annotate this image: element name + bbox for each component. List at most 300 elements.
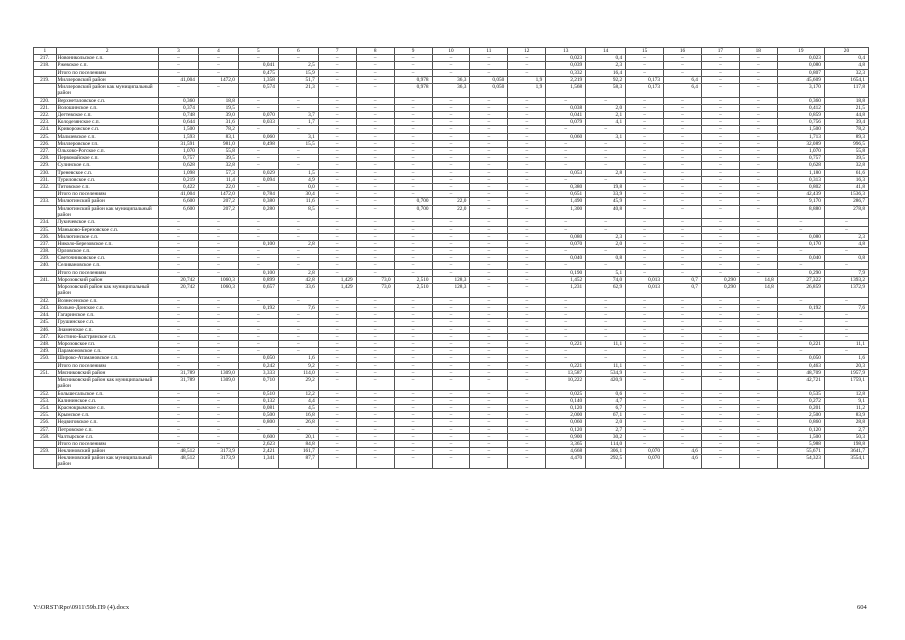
settlement-name: Итого по поселениям — [56, 191, 158, 198]
table-cell: – — [626, 97, 664, 104]
table-cell: – — [664, 155, 702, 162]
header-cell: 6 — [278, 48, 318, 55]
table-cell: 9,2 — [278, 362, 318, 369]
table-cell: – — [546, 155, 586, 162]
settlement-name: Верхнеталовское с.п. — [56, 97, 158, 104]
table-cell: – — [198, 262, 238, 269]
table-cell: 3173,9 — [198, 448, 238, 455]
table-cell: – — [198, 405, 238, 412]
table-cell: – — [546, 348, 586, 355]
table-cell: – — [664, 262, 702, 269]
table-cell: 20,3 — [824, 362, 868, 369]
table-cell: – — [278, 326, 318, 333]
table-cell: 0,628 — [158, 162, 198, 169]
table-cell: 0,280 — [238, 205, 278, 219]
table-cell: – — [356, 448, 394, 455]
table-cell: 0,978 — [394, 76, 432, 83]
table-cell: – — [432, 348, 470, 355]
row-number: 227. — [34, 148, 57, 155]
table-cell: – — [356, 219, 394, 226]
table-cell: – — [432, 69, 470, 76]
table-cell: – — [198, 312, 238, 319]
table-cell: 1,490 — [546, 198, 586, 205]
table-cell: – — [278, 226, 318, 233]
table-cell: – — [470, 397, 508, 404]
table-cell: – — [432, 162, 470, 169]
table-cell: – — [394, 369, 432, 376]
table-cell: 3,1 — [278, 133, 318, 140]
row-number: 249. — [34, 348, 57, 355]
table-cell: – — [158, 362, 198, 369]
table-cell: – — [158, 240, 198, 247]
table-cell: – — [739, 126, 777, 133]
table-cell: – — [318, 376, 356, 390]
row-number: 255. — [34, 412, 57, 419]
table-cell: – — [664, 126, 702, 133]
row-number: 223. — [34, 119, 57, 126]
table-cell: – — [664, 191, 702, 198]
table-row — [34, 390, 869, 397]
table-cell: – — [508, 397, 546, 404]
table-row — [34, 219, 869, 226]
table-cell: 33,9 — [586, 191, 626, 198]
table-cell: – — [739, 148, 777, 155]
table-row — [34, 55, 869, 62]
table-cell: 0,510 — [238, 390, 278, 397]
table-cell: – — [508, 140, 546, 147]
table-cell: 1,231 — [546, 284, 586, 298]
table-cell: – — [318, 362, 356, 369]
header-cell: 5 — [238, 48, 278, 55]
table-cell: – — [546, 326, 586, 333]
table-cell: 0,038 — [546, 104, 586, 111]
table-cell: 22,0 — [432, 198, 470, 205]
table-cell: 0,221 — [777, 340, 824, 347]
table-cell: 20,742 — [158, 276, 198, 283]
table-cell: 1,7 — [278, 119, 318, 126]
table-cell: 0,535 — [777, 390, 824, 397]
settlement-name: Мясниковский район — [56, 369, 158, 376]
table-cell: – — [701, 198, 739, 205]
table-cell: 7,9 — [824, 269, 868, 276]
header-row — [34, 48, 869, 55]
table-cell: 33,6 — [278, 284, 318, 298]
table-cell: – — [701, 269, 739, 276]
settlement-name: Туриловское с.п. — [56, 176, 158, 183]
table-cell: – — [626, 426, 664, 433]
table-cell: – — [356, 148, 394, 155]
table-cell: – — [470, 441, 508, 448]
table-cell: 16,8 — [278, 412, 318, 419]
table-cell: – — [664, 319, 702, 326]
table-cell: – — [394, 333, 432, 340]
table-cell: 11,2 — [824, 405, 868, 412]
table-cell: – — [394, 133, 432, 140]
settlement-name: Ржевское с.п. — [56, 62, 158, 69]
table-cell: 74,0 — [586, 276, 626, 283]
table-cell: – — [198, 390, 238, 397]
table-cell: 0,574 — [238, 83, 278, 97]
table-cell: 286,7 — [824, 198, 868, 205]
table-cell: – — [626, 369, 664, 376]
settlement-name: Морозовский район как муниципальный район — [56, 284, 158, 298]
table-cell: 128,3 — [432, 276, 470, 283]
table-cell: – — [356, 340, 394, 347]
table-cell: – — [158, 226, 198, 233]
table-cell: 32,8 — [824, 162, 868, 169]
table-cell: – — [777, 248, 824, 255]
table-cell: 0,644 — [158, 119, 198, 126]
table-cell: 1,500 — [158, 126, 198, 133]
table-cell: – — [356, 455, 394, 469]
table-cell: 3,365 — [546, 441, 586, 448]
table-row — [34, 198, 869, 205]
table-cell: – — [701, 405, 739, 412]
header-cell: 13 — [546, 48, 586, 55]
row-number: 257. — [34, 426, 57, 433]
table-cell: – — [318, 448, 356, 455]
table-cell: 27,322 — [777, 276, 824, 283]
table-cell: 67,1 — [586, 412, 626, 419]
table-cell: 207,2 — [198, 205, 238, 219]
table-cell: – — [278, 126, 318, 133]
table-cell: – — [701, 412, 739, 419]
header-cell: 14 — [586, 48, 626, 55]
table-cell: – — [546, 355, 586, 362]
table-cell: – — [701, 326, 739, 333]
table-cell: – — [664, 240, 702, 247]
table-cell: – — [198, 219, 238, 226]
table-cell: – — [508, 284, 546, 298]
table-cell: – — [626, 148, 664, 155]
table-cell: – — [701, 112, 739, 119]
table-cell: 14,8 — [739, 276, 777, 283]
table-cell: – — [432, 169, 470, 176]
table-cell: – — [739, 262, 777, 269]
table-cell: 5,1 — [586, 269, 626, 276]
table-cell: 2,3 — [586, 62, 626, 69]
table-cell: – — [158, 419, 198, 426]
settlement-name: Светочниковское с.п. — [56, 255, 158, 262]
header-cell: 3 — [158, 48, 198, 55]
table-cell: – — [626, 419, 664, 426]
table-cell: – — [626, 69, 664, 76]
table-cell: – — [470, 269, 508, 276]
table-cell: – — [318, 191, 356, 198]
table-cell: – — [777, 319, 824, 326]
table-cell: – — [238, 233, 278, 240]
table-cell: 1,6 — [824, 355, 868, 362]
table-cell: – — [432, 269, 470, 276]
table-cell: – — [508, 112, 546, 119]
table-cell: – — [198, 255, 238, 262]
table-cell: – — [356, 412, 394, 419]
table-cell: 0,710 — [238, 376, 278, 390]
table-cell: – — [701, 119, 739, 126]
table-cell: – — [546, 226, 586, 233]
table-cell: – — [546, 162, 586, 169]
table-cell: – — [318, 269, 356, 276]
table-cell: – — [586, 355, 626, 362]
row-number: 233. — [34, 198, 57, 205]
table-cell: 41,004 — [158, 191, 198, 198]
table-cell: – — [739, 62, 777, 69]
table-cell: – — [470, 355, 508, 362]
table-cell: – — [470, 390, 508, 397]
table-cell: – — [664, 226, 702, 233]
table-cell: – — [356, 55, 394, 62]
table-cell: 61,6 — [824, 169, 868, 176]
table-row — [34, 126, 869, 133]
table-cell: 50,3 — [824, 433, 868, 440]
table-cell: – — [626, 140, 664, 147]
table-cell: – — [158, 426, 198, 433]
table-cell: – — [546, 176, 586, 183]
table-cell: – — [739, 348, 777, 355]
table-cell: – — [508, 69, 546, 76]
row-number: 224. — [34, 126, 57, 133]
table-cell: 1,358 — [238, 76, 278, 83]
table-cell: – — [394, 148, 432, 155]
table-cell: – — [394, 340, 432, 347]
table-cell: – — [626, 412, 664, 419]
table-cell: – — [586, 312, 626, 319]
table-cell: 0,978 — [394, 83, 432, 97]
table-cell: 0,412 — [777, 104, 824, 111]
table-cell: – — [432, 362, 470, 369]
table-cell: – — [356, 426, 394, 433]
table-cell: – — [508, 97, 546, 104]
settlement-name: Калининское с.п. — [56, 397, 158, 404]
table-cell: 58,3 — [586, 83, 626, 97]
table-cell: – — [824, 297, 868, 304]
table-cell: – — [508, 219, 546, 226]
table-cell: – — [318, 441, 356, 448]
table-cell: – — [546, 297, 586, 304]
table-cell: – — [664, 426, 702, 433]
table-cell: 0,060 — [546, 133, 586, 140]
table-cell: 0,802 — [777, 183, 824, 190]
table-cell: – — [470, 405, 508, 412]
table-cell: – — [739, 312, 777, 319]
settlement-name: Морозовское г.п. — [56, 340, 158, 347]
table-cell: 31,789 — [158, 369, 198, 376]
table-cell: – — [777, 219, 824, 226]
table-cell: – — [278, 262, 318, 269]
table-cell: – — [470, 297, 508, 304]
table-cell: – — [739, 355, 777, 362]
table-cell: – — [626, 319, 664, 326]
table-cell: – — [546, 333, 586, 340]
table-cell: – — [626, 233, 664, 240]
table-cell: 2,0 — [586, 104, 626, 111]
table-cell: – — [701, 333, 739, 340]
table-cell: – — [508, 226, 546, 233]
table-cell: 6,4 — [664, 76, 702, 83]
table-cell: 0,6 — [586, 390, 626, 397]
table-cell: – — [470, 448, 508, 455]
table-cell: – — [470, 455, 508, 469]
table-cell: – — [198, 69, 238, 76]
table-cell: – — [824, 226, 868, 233]
header-cell: 4 — [198, 48, 238, 55]
table-cell: – — [508, 305, 546, 312]
table-cell: 2,219 — [546, 76, 586, 83]
table-cell: – — [470, 240, 508, 247]
document-page — [33, 47, 869, 469]
table-cell: 4,5 — [278, 405, 318, 412]
table-cell: – — [432, 133, 470, 140]
table-row — [34, 312, 869, 319]
table-cell: – — [701, 162, 739, 169]
table-cell: – — [701, 448, 739, 455]
table-cell: 1,713 — [777, 133, 824, 140]
table-cell: – — [238, 226, 278, 233]
table-cell: 9,1 — [824, 397, 868, 404]
table-cell: – — [198, 419, 238, 426]
table-cell: – — [158, 326, 198, 333]
table-cell: – — [356, 119, 394, 126]
table-cell: – — [278, 162, 318, 169]
table-cell: – — [356, 155, 394, 162]
table-cell: – — [318, 155, 356, 162]
table-cell: – — [739, 119, 777, 126]
table-cell: 0,033 — [238, 119, 278, 126]
table-cell: – — [394, 262, 432, 269]
table-cell: – — [278, 348, 318, 355]
table-cell: – — [739, 248, 777, 255]
settlement-name: Гагаринское с.п. — [56, 312, 158, 319]
table-cell: – — [546, 148, 586, 155]
table-cell: – — [470, 119, 508, 126]
settlement-name: Николо-Березовское с.п. — [56, 240, 158, 247]
table-cell: – — [546, 312, 586, 319]
table-cell: – — [356, 397, 394, 404]
row-number: 250. — [34, 355, 57, 362]
table-cell: 8,880 — [777, 205, 824, 219]
table-cell: – — [777, 262, 824, 269]
table-cell: – — [394, 319, 432, 326]
table-cell: – — [508, 155, 546, 162]
table-cell: 6,7 — [586, 405, 626, 412]
table-cell: 0,221 — [546, 340, 586, 347]
table-cell: – — [546, 140, 586, 147]
table-cell: 39,0 — [198, 112, 238, 119]
table-cell: – — [318, 333, 356, 340]
table-cell: – — [394, 269, 432, 276]
table-cell: – — [198, 305, 238, 312]
table-cell: 2,7 — [586, 426, 626, 433]
table-cell: – — [278, 255, 318, 262]
table-cell: 4,6 — [664, 455, 702, 469]
table-cell: – — [739, 76, 777, 83]
table-cell: 0,192 — [238, 305, 278, 312]
table-cell: – — [432, 176, 470, 183]
table-cell: 2,0 — [586, 419, 626, 426]
table-cell: 0,050 — [470, 83, 508, 97]
table-cell: 73,0 — [356, 276, 394, 283]
table-cell: 0,070 — [626, 448, 664, 455]
table-cell: – — [394, 397, 432, 404]
row-number: 244. — [34, 312, 57, 319]
table-cell: – — [432, 62, 470, 69]
row-number: 225. — [34, 133, 57, 140]
table-cell: – — [824, 312, 868, 319]
table-cell: 0,060 — [546, 419, 586, 426]
table-cell: – — [158, 433, 198, 440]
table-cell: – — [626, 433, 664, 440]
table-cell: – — [701, 248, 739, 255]
row-number: 240. — [34, 262, 57, 269]
settlement-name: Неклиновский район как муниципальный район — [56, 455, 158, 469]
table-cell: – — [158, 348, 198, 355]
table-cell: – — [470, 162, 508, 169]
settlement-name: Крымское с.п. — [56, 412, 158, 419]
table-cell: 1,098 — [158, 169, 198, 176]
table-cell: 2,510 — [394, 276, 432, 283]
table-cell: 4,8 — [824, 62, 868, 69]
row-number: 235. — [34, 226, 57, 233]
header-cell: 18 — [739, 48, 777, 55]
table-cell: 26,8 — [278, 419, 318, 426]
table-cell: 29,2 — [278, 376, 318, 390]
table-cell: – — [470, 97, 508, 104]
table-cell: – — [739, 176, 777, 183]
table-cell: – — [470, 284, 508, 298]
table-cell: 18,8 — [198, 97, 238, 104]
table-cell: – — [158, 233, 198, 240]
table-cell: – — [586, 140, 626, 147]
table-cell: – — [777, 312, 824, 319]
table-cell: – — [626, 305, 664, 312]
table-cell: – — [356, 126, 394, 133]
table-cell: 42,721 — [777, 376, 824, 390]
table-cell: 2,7 — [824, 426, 868, 433]
settlement-name: Первомайское с.п. — [56, 155, 158, 162]
table-cell: – — [470, 191, 508, 198]
table-cell: – — [394, 448, 432, 455]
table-cell: – — [470, 305, 508, 312]
row-number: 229. — [34, 162, 57, 169]
table-cell: 1,568 — [546, 83, 586, 97]
table-cell: – — [824, 248, 868, 255]
table-cell: – — [664, 441, 702, 448]
table-cell: – — [739, 104, 777, 111]
table-cell: 0,800 — [238, 419, 278, 426]
table-cell: – — [508, 455, 546, 469]
table-cell: 0,050 — [777, 355, 824, 362]
table-cell: – — [356, 162, 394, 169]
table-cell: – — [664, 269, 702, 276]
table-cell: 0,748 — [158, 112, 198, 119]
table-cell: 48,709 — [777, 369, 824, 376]
table-cell: – — [701, 97, 739, 104]
table-cell: – — [626, 255, 664, 262]
table-cell: 2,510 — [394, 284, 432, 298]
table-cell: – — [470, 169, 508, 176]
row-number: 220. — [34, 97, 57, 104]
table-cell: – — [238, 348, 278, 355]
table-cell: – — [824, 319, 868, 326]
table-cell: – — [739, 269, 777, 276]
table-cell: – — [739, 219, 777, 226]
table-row — [34, 162, 869, 169]
table-cell: 26,859 — [777, 284, 824, 298]
table-cell: – — [701, 433, 739, 440]
table-cell: – — [432, 97, 470, 104]
table-row — [34, 191, 869, 198]
table-cell: 11,6 — [278, 198, 318, 205]
